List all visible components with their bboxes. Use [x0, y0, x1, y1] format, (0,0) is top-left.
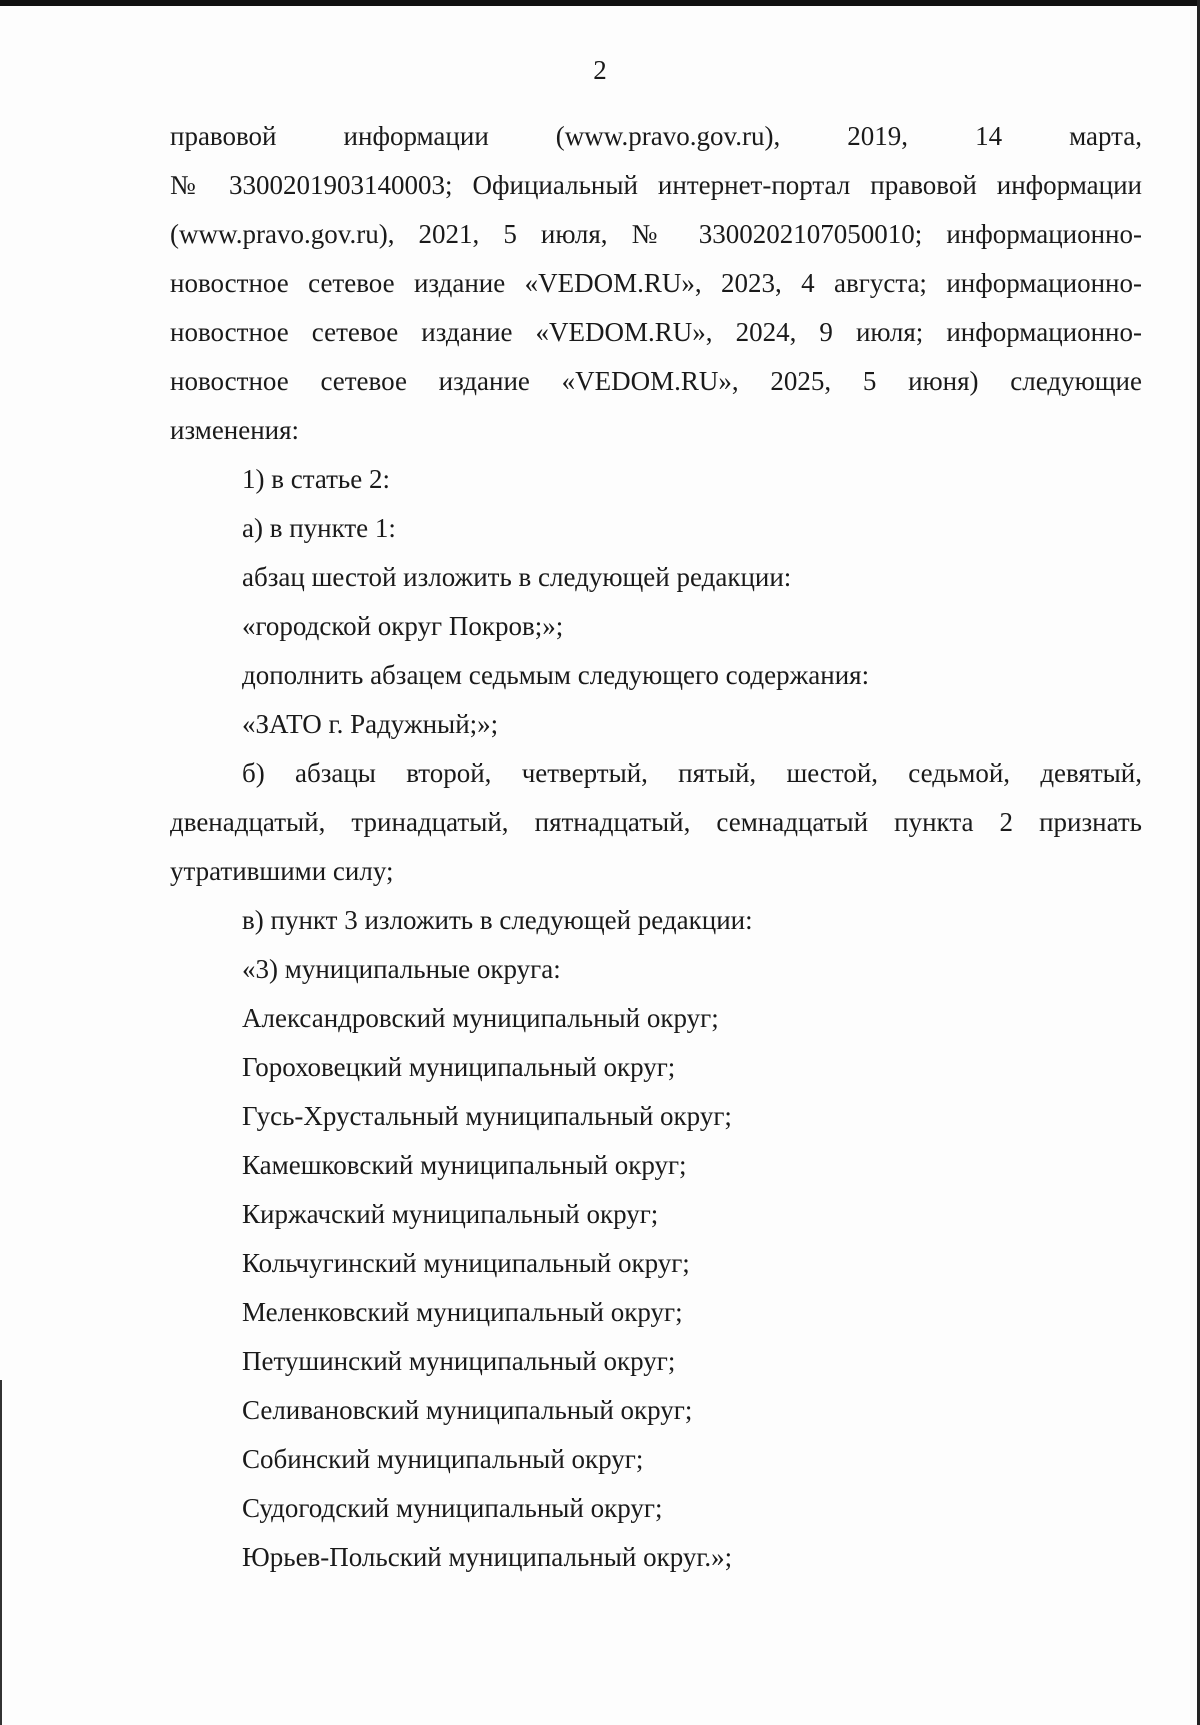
district-item: Гусь-Хрустальный муниципальный округ;: [242, 1101, 732, 1131]
article-2-item: 1) в статье 2:: [242, 464, 390, 494]
district-item: Петушинский муниципальный округ;: [242, 1346, 676, 1376]
intro-line: правовой информации (www.pravo.gov.ru), 2019, 14 марта,: [170, 121, 1142, 151]
district-item: Меленковский муниципальный округ;: [242, 1297, 683, 1327]
page-number: 2: [593, 55, 607, 85]
intro-line-last: изменения:: [170, 415, 300, 445]
paragraph-six-text: «городской округ Покров;»;: [242, 611, 564, 641]
document-body: [170, 112, 1142, 1582]
district-item: Юрьев-Польский муниципальный округ.»;: [242, 1542, 733, 1572]
district-item: Гороховецкий муниципальный округ;: [242, 1052, 676, 1082]
district-item: Камешковский муниципальный округ;: [242, 1150, 687, 1180]
add-paragraph-seven-instruction: дополнить абзацем седьмым следующего содержания:: [242, 660, 870, 690]
district-item: Собинский муниципальный округ;: [242, 1444, 644, 1474]
point-v: в) пункт 3 изложить в следующей редакции:: [242, 905, 753, 935]
point-b-line: двенадцатый, тринадцатый, пятнадцатый, семнадцатый пункта 2 признать: [170, 807, 1142, 837]
top-scan-border: [0, 0, 1200, 6]
point-b-line-last: утратившими силу;: [170, 856, 394, 886]
intro-line: новостное сетевое издание «VEDOM.RU», 2024, 9 июля; информационно-: [170, 317, 1142, 347]
left-scan-mark: [0, 1380, 2, 1725]
intro-line: новостное сетевое издание «VEDOM.RU», 2025, 5 июня) следующие: [170, 366, 1142, 396]
point-b-line: б) абзацы второй, четвертый, пятый, шестой, седьмой, девятый,: [242, 758, 1142, 788]
intro-line: новостное сетевое издание «VEDOM.RU», 2023, 4 августа; информационно-: [170, 268, 1142, 298]
intro-line: № 3300201903140003; Официальный интернет-портал правовой информации: [170, 170, 1142, 200]
intro-line: (www.pravo.gov.ru), 2021, 5 июля, № 3300202107050010; информационно-: [170, 219, 1142, 249]
district-item: Судогодский муниципальный округ;: [242, 1493, 663, 1523]
point-a: а) в пункте 1:: [242, 513, 396, 543]
district-item: Киржачский муниципальный округ;: [242, 1199, 659, 1229]
district-item: Кольчугинский муниципальный округ;: [242, 1248, 690, 1278]
point-b: [170, 749, 1142, 896]
intro-paragraph: [170, 112, 1142, 455]
paragraph-six-instruction: абзац шестой изложить в следующей редакции:: [242, 562, 792, 592]
district-item: Александровский муниципальный округ;: [242, 1003, 719, 1033]
districts-heading: «3) муниципальные округа:: [242, 954, 561, 984]
district-item: Селивановский муниципальный округ;: [242, 1395, 693, 1425]
paragraph-seven-text: «ЗАТО г. Радужный;»;: [242, 709, 499, 739]
